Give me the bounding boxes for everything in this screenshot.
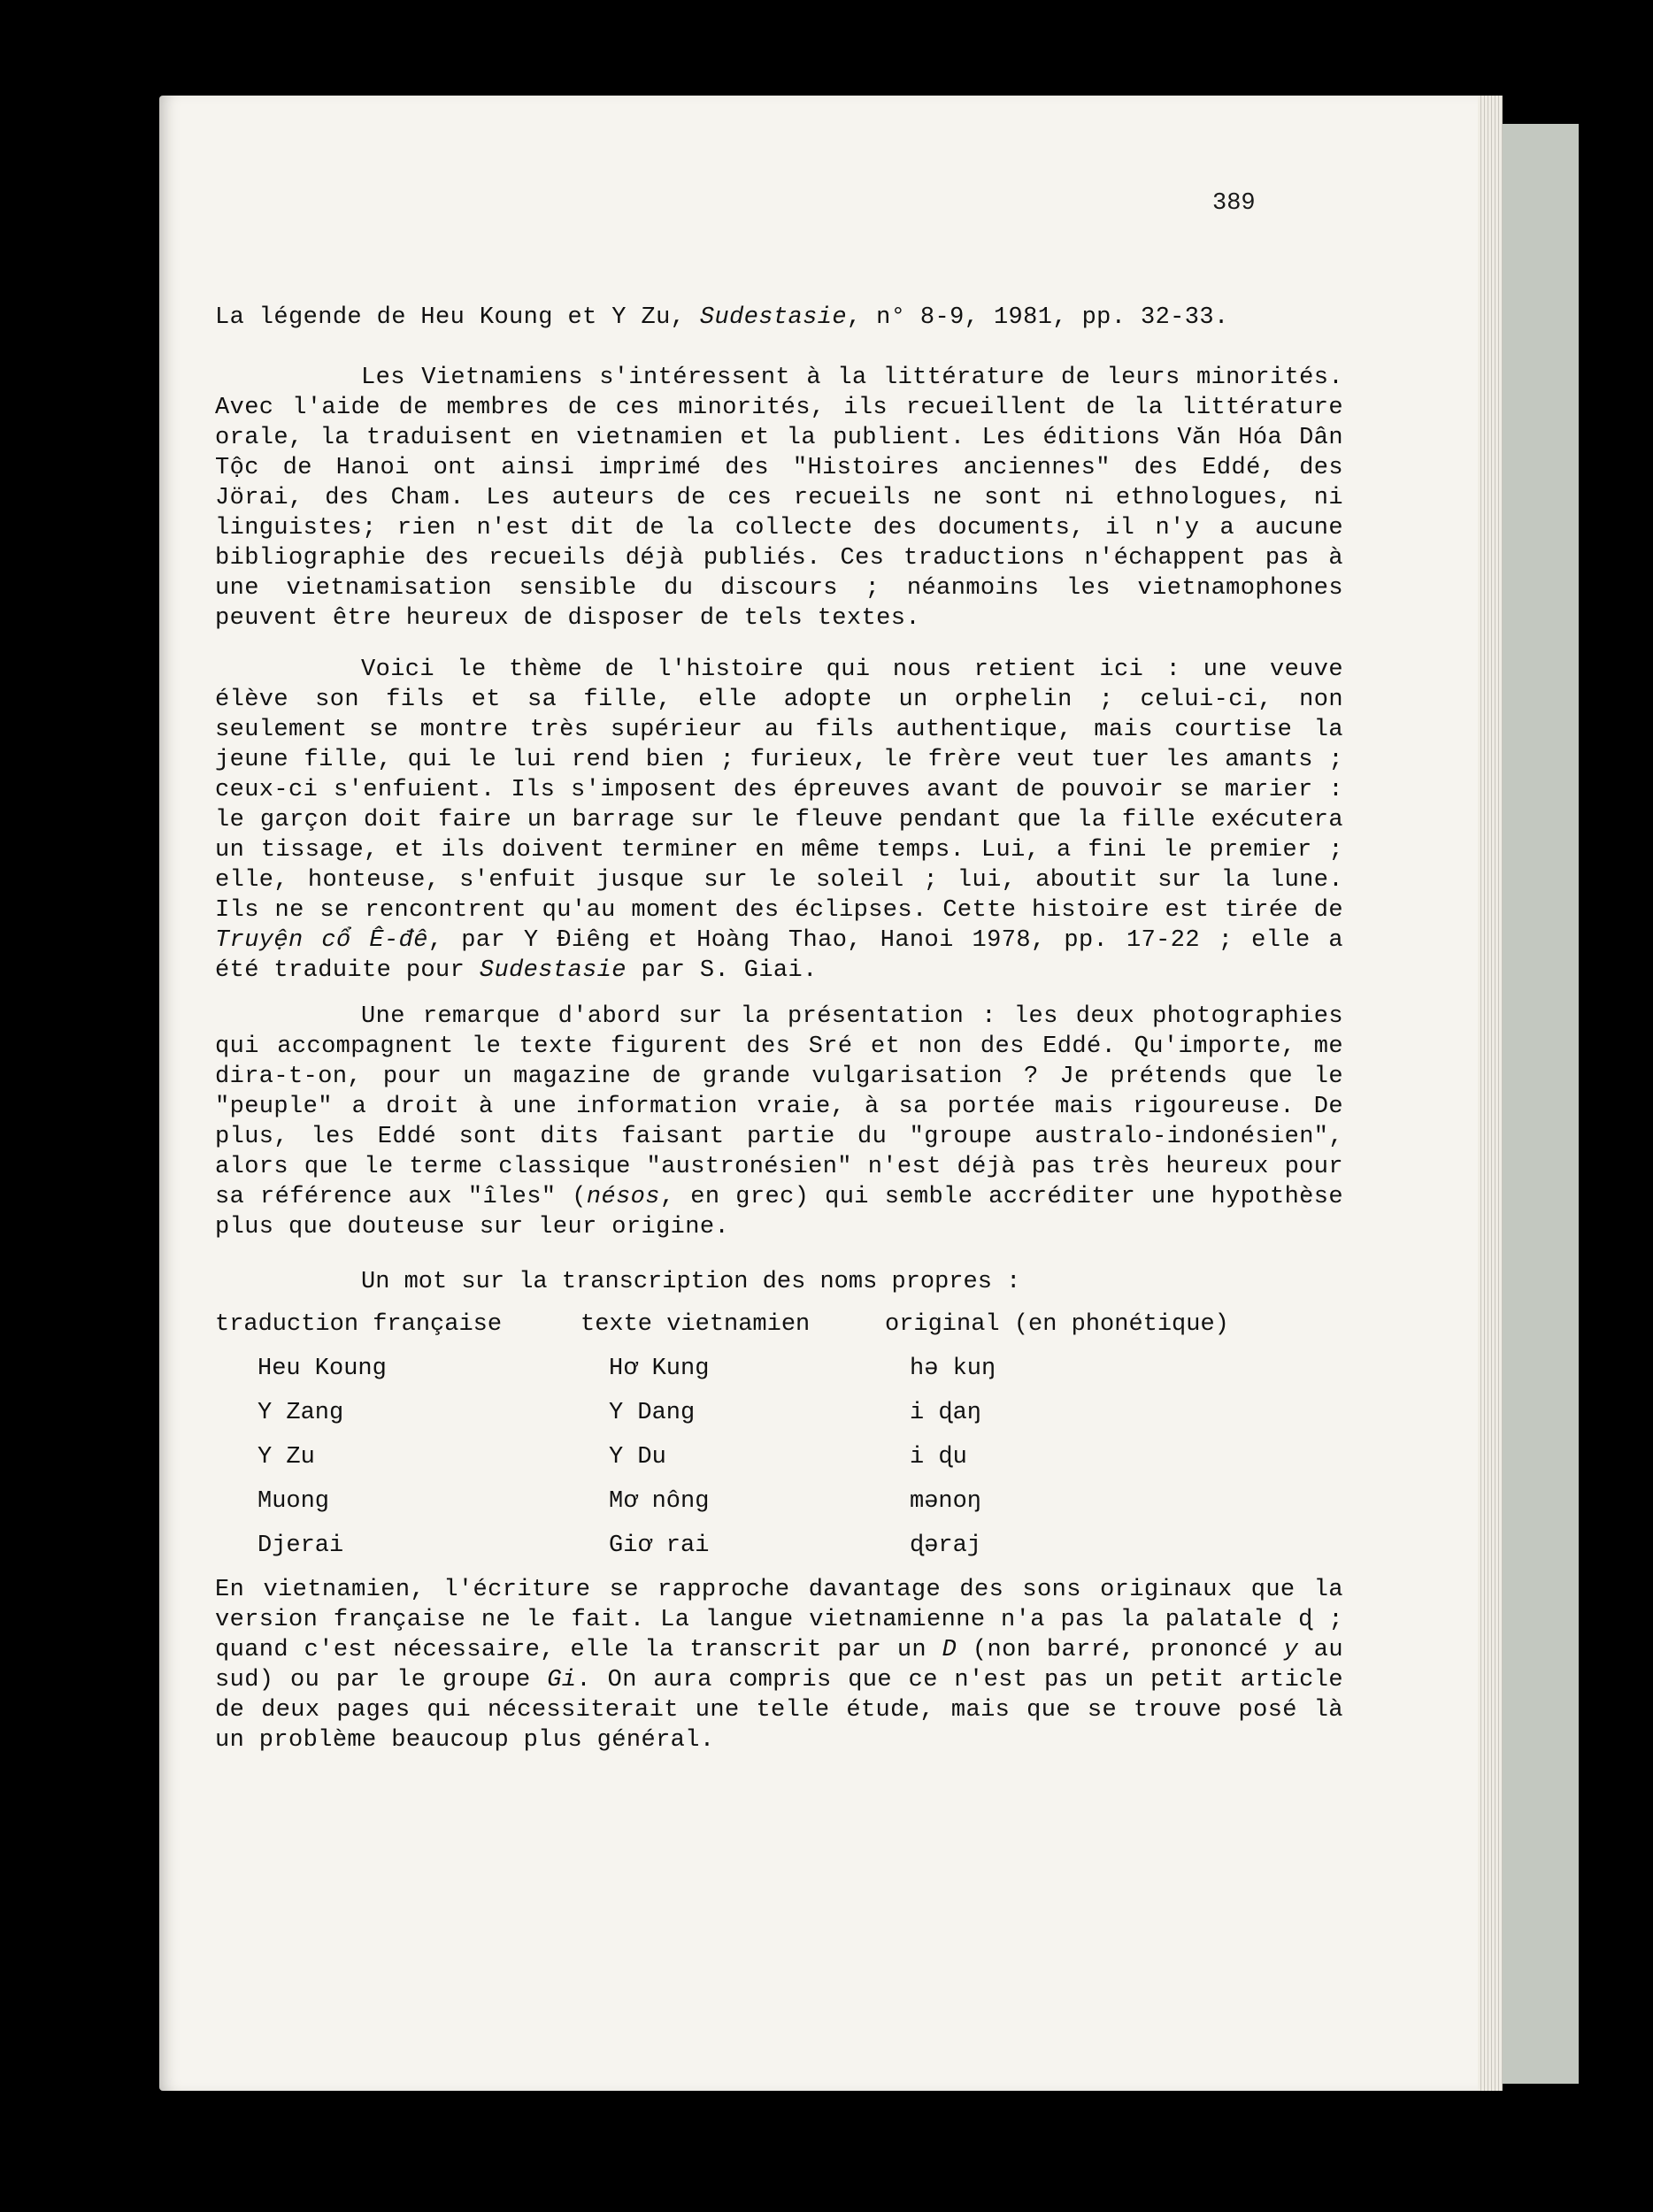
paragraph-4-c: (non barré, prononcé — [957, 1637, 1284, 1663]
header-vietnamese: texte vietnamien — [580, 1311, 811, 1338]
cell-vietnamese: Y Du — [609, 1444, 666, 1471]
paragraph-1-text: Les Vietnamiens s'intéressent à la littérature de leurs minorités. Avec l'aide de membres de ces minorités, ils recueillent de la littérature orale, la traduisent en vietnamien et la publient. Les éditions Văn Hóa Dân Tộc de Hanoi ont ainsi imprimé des "Histoires anciennes" des Eddé, des Jörai, des Cham. Les auteurs de ces recueils ne sont ni ethnologues, ni linguistes; rien n'est dit de la collecte des documents, il n'y a aucune bibliographie des recueils déjà publiés. Ces traductions n'échappent pas à une vietnamisation sensible du discours ; néanmoins les vietnamophones peuvent être heureux de disposer de tels textes. — [215, 365, 1343, 632]
greek-word: nésos — [586, 1184, 660, 1210]
ipa-palatal: ɖ — [1298, 1607, 1313, 1633]
reference-line — [215, 303, 1343, 333]
cell-vietnamese: Giơ rai — [609, 1532, 710, 1559]
header-french: traduction française — [215, 1311, 503, 1338]
paragraph-4-a: En vietnamien, l'écriture se rapproche davantage des sons originaux que la version française ne le fait. La langue vietnamienne n'a pas la palatale — [215, 1577, 1343, 1633]
table-row — [215, 1398, 1343, 1442]
table-row — [215, 1354, 1343, 1398]
paragraph-1 — [215, 363, 1343, 634]
reference-journal: Sudestasie — [699, 304, 847, 331]
reference-suffix: , n° 8-9, 1981, pp. 32-33. — [846, 304, 1229, 331]
paragraph-2-end: par S. Giai. — [626, 957, 818, 984]
table-row — [215, 1486, 1343, 1531]
cell-phonetic: i ɖaŋ — [910, 1400, 982, 1426]
table-intro: Un mot sur la transcription des noms propres : — [361, 1269, 1021, 1295]
table-row — [215, 1442, 1343, 1486]
cell-phonetic: mənoŋ — [910, 1488, 982, 1515]
paragraph-3-end: , en grec) qui semble accréditer une hypothèse plus que douteuse sur leur origine. — [215, 1184, 1343, 1240]
table-row — [215, 1531, 1343, 1575]
letter-y: y — [1283, 1637, 1299, 1663]
cell-french: Y Zu — [258, 1444, 315, 1471]
paragraph-3 — [215, 1002, 1343, 1242]
journal-title: Sudestasie — [479, 957, 627, 984]
paragraph-4-e: . On aura compris que ce n'est pas un petit article de deux pages qui nécessiterait une telle étude, mais que se trouve posé là un problème beaucoup plus général. — [215, 1667, 1343, 1754]
book-title: Truyện cổ Ê-đê — [215, 927, 428, 954]
cell-french: Djerai — [258, 1532, 344, 1559]
transcription-table — [215, 1310, 1343, 1575]
cell-phonetic: hə kuŋ — [910, 1356, 996, 1382]
page-number: 389 — [1212, 190, 1256, 217]
reference-prefix: La légende de Heu Koung et Y Zu, — [215, 304, 700, 331]
paragraph-2-mid: , par Y Điêng et Hoàng Thao, Hanoi 1978, pp. 17-22 ; elle a été traduite pour — [215, 927, 1343, 984]
paragraph-2 — [215, 655, 1343, 986]
paragraph-4 — [215, 1575, 1343, 1755]
table-header — [215, 1310, 1343, 1354]
paragraph-4-b: ; quand c'est nécessaire, elle la transcrit par un — [215, 1607, 1343, 1663]
book-cover — [1495, 124, 1579, 2084]
cell-phonetic: ɖəraj — [910, 1532, 982, 1559]
cell-vietnamese: Hơ Kung — [609, 1356, 710, 1382]
letter-d: D — [942, 1637, 957, 1663]
paragraph-3-text: Une remarque d'abord sur la présentation : les deux photographies qui accompagnent le texte figurent des Sré et non des Eddé. Qu'importe, me dira-t-on, pour un magazine de grande vulgarisation ? Je prétends que le "peuple" a droit à une information vraie, à sa portée mais rigoureuse. De plus, les Eddé sont dits faisant partie du "groupe australo-indonésien", alors que le terme classique "austronésien" n'est déjà pas très heureux pour sa référence aux "îles" ( — [215, 1003, 1343, 1210]
cell-vietnamese: Mơ nông — [609, 1488, 710, 1515]
cell-phonetic: i ɖu — [910, 1444, 967, 1471]
header-phonetic: original (en phonétique) — [885, 1311, 1229, 1338]
paragraph-4-d: au sud) ou par le groupe — [215, 1637, 1343, 1694]
cell-french: Muong — [258, 1488, 330, 1515]
cell-vietnamese: Y Dang — [609, 1400, 696, 1426]
group-gi: Gi — [547, 1667, 577, 1694]
cell-french: Heu Koung — [258, 1356, 387, 1382]
cell-french: Y Zang — [258, 1400, 344, 1426]
paragraph-2-text: Voici le thème de l'histoire qui nous retient ici : une veuve élève son fils et sa fille, elle adopte un orphelin ; celui-ci, non seulement se montre très supérieur au fils authentique, mais courtise la jeune fille, qui le lui rend bien ; furieux, le frère veut tuer les amants ; ceux-ci s'enfuient. Ils s'imposent des épreuves avant de pouvoir se marier : le garçon doit faire un barrage sur le fleuve pendant que la fille exécutera un tissage, et ils doivent terminer en même temps. Lui, a fini le premier ; elle, honteuse, s'enfuit jusque sur le soleil ; lui, aboutit sur la lune. Ils ne se rencontrent qu'au moment des éclipses. Cette histoire est tirée de — [215, 657, 1343, 924]
